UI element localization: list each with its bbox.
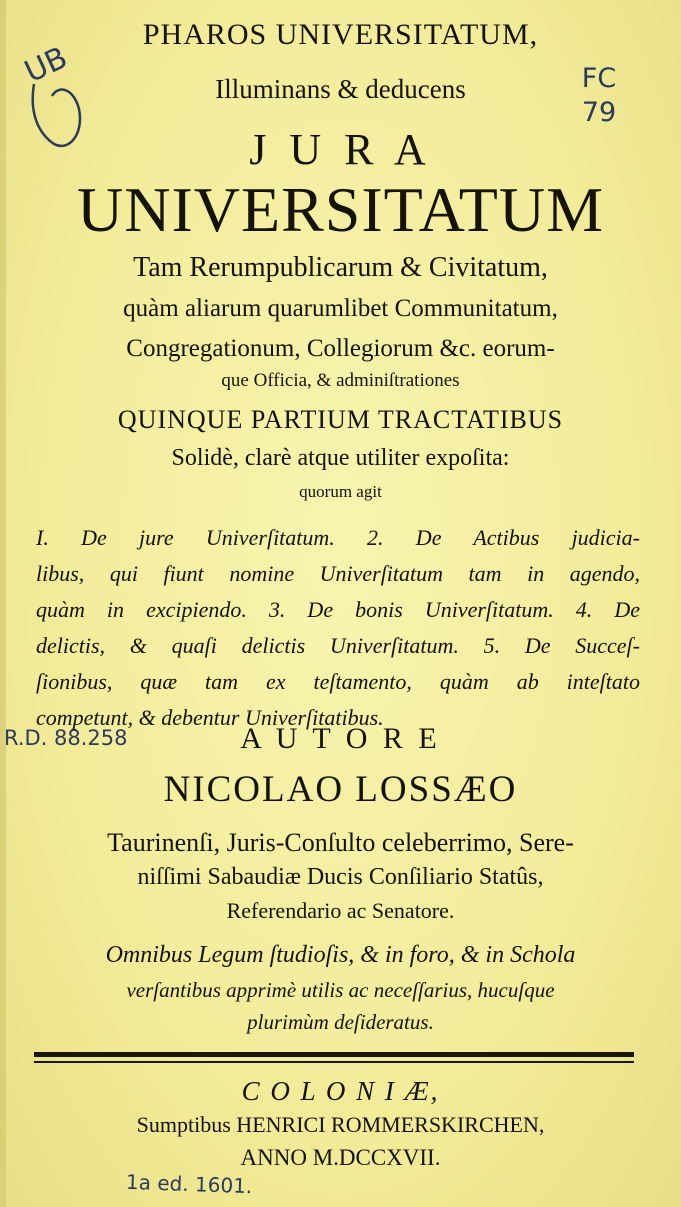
- author-name: NICOLAO LOSSÆO: [163, 769, 518, 810]
- author-desc-3: Referendario ac Senatore.: [226, 898, 455, 923]
- title-line-illuminans: Illuminans & deducens: [215, 74, 466, 104]
- contents-line: quàm in excipiendo. 3. De bonis Univerſitatum. 4. De: [36, 597, 640, 622]
- ub-mark: UB: [19, 40, 73, 91]
- contents-line: libus, qui fiunt nomine Univerſitatum tam in agendo,: [36, 561, 640, 586]
- author-label: A U T O R E: [240, 722, 441, 755]
- contents-line: I. De jure Univerſitatum. 2. De Actibus judicia-: [36, 525, 640, 550]
- title-line-universitatum: UNIVERSITATUM: [77, 174, 604, 245]
- title-line-congregationum: Congregationum, Collegiorum &c. eorum-: [126, 335, 555, 362]
- title-line-quam: quàm aliarum quarumlibet Communitatum,: [123, 295, 558, 322]
- title-line-pharos: PHAROS UNIVERSITATUM,: [142, 18, 539, 51]
- imprint-publisher: Sumptibus HENRICI ROMMERSKIRCHEN,: [136, 1112, 545, 1137]
- dedication-line-2: verſantibus apprimè utilis ac neceſſarius, hucuſque: [126, 978, 555, 1002]
- title-line-solide: Solidè, clarè atque utiliter expoſita:: [171, 445, 510, 471]
- handwritten-note-ub: [19, 40, 84, 154]
- author-desc-1: Taurinenſi, Juris-Conſulto celeberrimo, Sere-: [107, 828, 574, 857]
- contents-paragraph: [36, 520, 640, 736]
- title-line-quinque: QUINQUE PARTIUM TRACTATIBUS: [117, 405, 564, 434]
- dedication-line-1: Omnibus Legum ſtudioſis, & in foro, & in Schola: [105, 942, 576, 968]
- title-line-officia: que Officia, & adminiſtrationes: [221, 370, 460, 391]
- dedication-line-3: plurimùm deſideratus.: [247, 1010, 434, 1034]
- title-line-quorum: quorum agit: [299, 482, 382, 501]
- loop-mark-icon: [24, 74, 94, 154]
- separator-rule-thick: [34, 1052, 634, 1057]
- title-line-jura: J U R A: [249, 125, 432, 174]
- contents-line: competunt, & debentur Univerſitatibus.: [36, 705, 384, 730]
- title-line-tam: Tam Rerumpublicarum & Civitatum,: [133, 252, 548, 283]
- imprint-city: C O L O N I Æ,: [241, 1076, 440, 1106]
- handwritten-note-edition: 1a ed. 1601.: [125, 1169, 253, 1199]
- separator-rule-thin: [34, 1061, 634, 1063]
- author-desc-2: niſſimi Sabaudiæ Ducis Conſiliario Statûs,: [137, 864, 544, 890]
- contents-line: ſionibus, quæ tam ex teſtamento, quàm ab inteſtato: [36, 669, 640, 694]
- imprint-year: ANNO M.DCCXVII.: [240, 1145, 441, 1170]
- contents-line: delictis, & quaſi delictis Univerſitatum. 5. De Succeſ-: [36, 633, 640, 658]
- handwritten-note-fc: FC 79: [581, 63, 617, 128]
- shelfmark-handwritten: R.D. 88.258: [4, 726, 128, 750]
